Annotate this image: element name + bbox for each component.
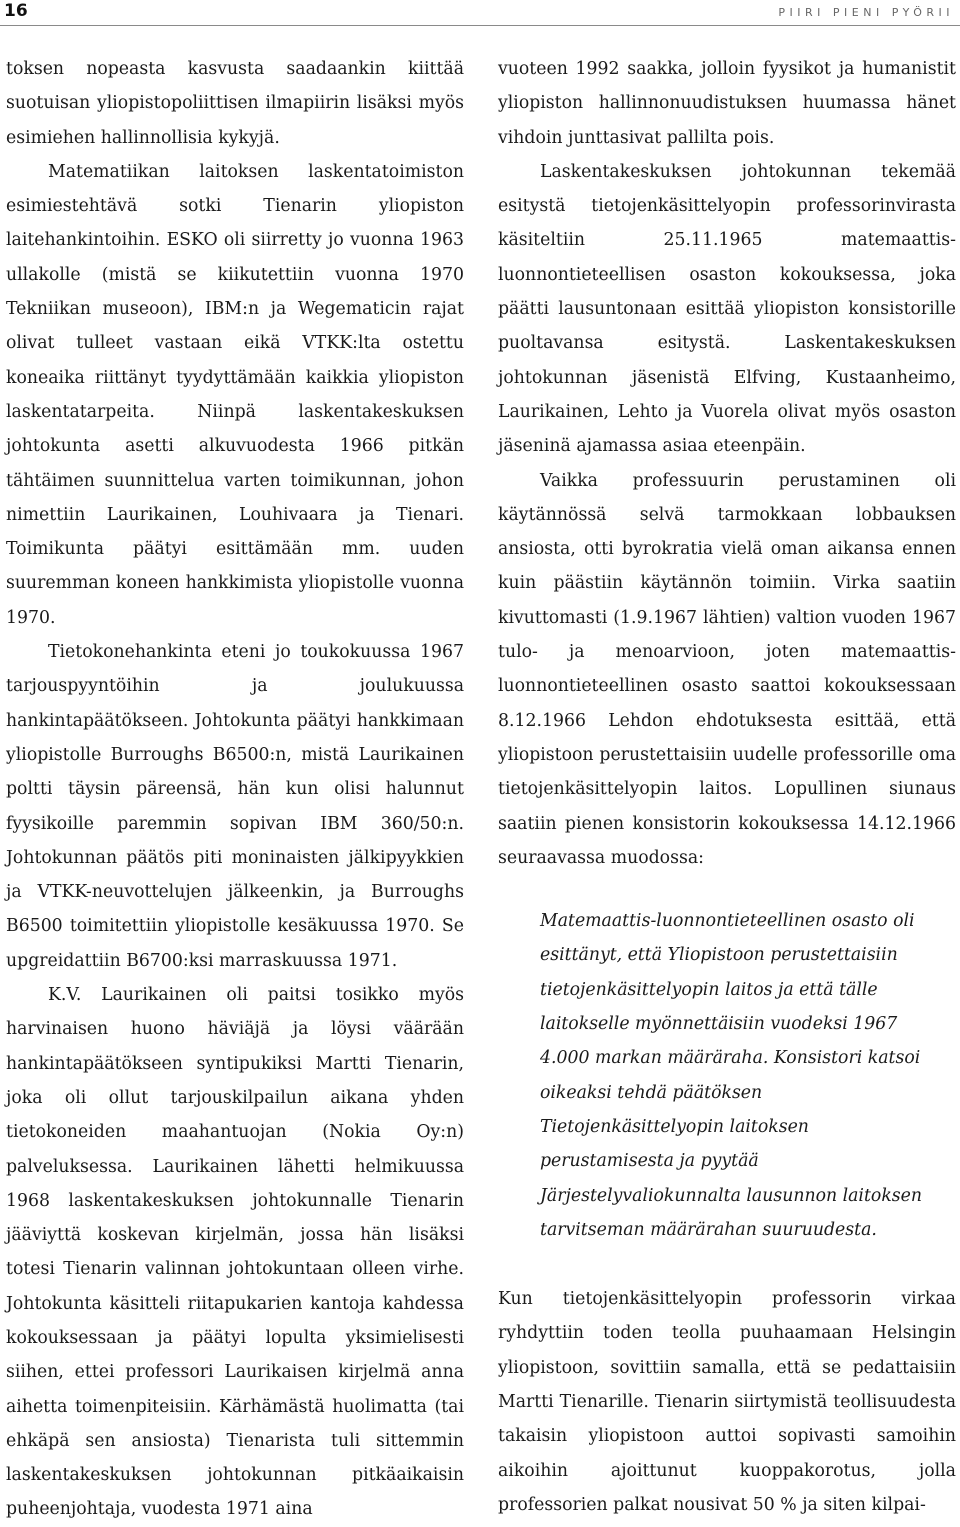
body-paragraph: Vaikka professuurin perustaminen oli käytännössä selvä tarmokkaan lobbauksen ansiosta, otti byrokratia vielä oman aikansa ennen kuin päästiin käytännön toimiin. Virka saatiin kivuttomasti (1.9.1967 lähtien) valtion vuoden 1967 tulo- ja menoarvioon, joten matemaattis-luonnontieteellinen osasto saattoi kokouksessaan 8.12.1966 Lehdon ehdotuksesta esittää, että yliopistoon perustettaisiin uudelle professorille oma tietojenkäsittelyopin laitos. Lopullinen siunaus saatiin pienen konsistorin kokouksessa 14.12.1966 seuraavassa muodossa: bbox=[498, 470, 956, 868]
body-paragraph: Tietokonehankinta eteni jo toukokuussa 1967 tarjouspyyntöihin ja joulukuussa hankintapäätökseen. Johtokunta päätyi hankkimaan yliopistolle Burroughs B6500:n, mistä Laurikainen poltti täysin päreensä, hän kun olisi halunnut fyysikoille paremmin sopivan IBM 360/50:n. Johtokunnan päätös piti moninaisten jälkipyykkien ja VTKK-neuvottelujen jälkeenkin, ja Burroughs B6500 toimitettiin yliopistolle kesäkuussa 1970. Se upgreidattiin B6700:ksi marraskuussa 1971. bbox=[6, 642, 464, 971]
left-column bbox=[6, 52, 464, 1527]
page-header bbox=[0, 0, 960, 40]
page-number: 16 bbox=[4, 1, 28, 21]
body-paragraph: Kun tietojenkäsittelyopin professorin virkaa ryhdyttiin toden teolla puuhaamaan Helsingin yliopistoon, sovittiin samalla, että se pedattaisiin Martti Tienarille. Tienarin siirtymistä teollisuudesta takaisin yliopistoon auttoi sopivasti samoihin aikoihin ajoittunut kuoppakorotus, jolla professorien palkat nousivat 50 % ja siten kilpai- bbox=[498, 1289, 956, 1515]
body-paragraph: K.V. Laurikainen oli paitsi tosikko myös harvinaisen huono häviäjä ja löysi väärään hankintapäätökseen syntipukiksi Martti Tienarin, joka oli ollut tarjouskilpailun aikana yhden tietokoneiden maahantuojan (Nokia Oy:n) palveluksessa. Laurikainen lähetti helmikuussa 1968 laskentakeskuksen johtokunnalle Tienarin jääviyttä koskevan kirjelmän, jossa hän lisäksi totesi Tienarin valinnan johtokuntaan olleen virhe. Johtokunta käsitteli riitapukarien kantoja kahdessa kokouksessaan ja päätyi lopulta yksimielisesti siihen, ettei professori Laurikaisen kirjelmä anna aihetta toimenpiteisiin. Kärhämästä huolimatta (tai ehkäpä sen ansiosta) Tienarista tuli sittemmin laskentakeskuksen johtokunnan pitkäaikaisin puheenjohtaja, vuodesta 1971 aina bbox=[6, 985, 464, 1520]
body-paragraph: Laskentakeskuksen johtokunnan tekemää esitystä tietojenkäsittelyopin professorinvirasta käsiteltiin 25.11.1965 matemaattis-luonnontieteellisen osaston kokouksessa, joka päätti lausuntonaan esittää yliopiston konsistorille puoltavansa esitystä. Laskentakeskuksen johtokunnan jäsenistä Elfving, Kustaanheimo, Laurikainen, Lehto ja Vuorela olivat myös osaston jäseninä ajamassa asiaa eteenpäin. bbox=[498, 161, 956, 457]
running-head: PIIRI PIENI PYÖRII bbox=[778, 6, 954, 19]
quote-text: Matemaattis-luonnontieteellinen osasto oli esittänyt, että Yliopistoon perustettaisiin tietojenkäsittelyopin laitos ja että tälle laitokselle myönnettäisiin vuodeksi 1967 4.000 markan määräraha. Konsistori katsoi oikeaksi tehdä päätöksen Tietojenkäsittelyopin laitoksen perustamisesta ja pyytää Järjestelyvaliokunnalta lausunnon laitoksen tarvitseman määrärahan suuruudesta. bbox=[540, 911, 923, 1240]
body-paragraph: toksen nopeasta kasvusta saadaankin kiittää suotuisan yliopistopoliittisen ilmapiirin lisäksi myös esimiehen hallinnollisia kykyjä. bbox=[6, 59, 464, 148]
block-quote bbox=[540, 904, 940, 1247]
body-paragraph: Matematiikan laitoksen laskentatoimiston esimiestehtävä sotki Tienarin yliopiston laitehankintoihin. ESKO oli siirretty jo vuonna 1963 ullakolle (mistä se kiikutettiin vuonna 1970 Tekniikan museoon), IBM:n ja Wegematicin rajat olivat tulleet vastaan eikä VTKK:lta ostettu koneaika riittänyt tyydyttämään kaikkia yliopiston laskentatarpeita. Niinpä laskentakeskuksen johtokunta asetti alkuvuodesta 1966 pitkän tähtäimen suunnittelua varten toimikunnan, johon nimettiin Laurikainen, Louhivaara ja Tienari. Toimikunta päätyi esittämään mm. uuden suuremman koneen hankkimista yliopistolle vuonna 1970. bbox=[6, 161, 464, 628]
body-paragraph: vuoteen 1992 saakka, jolloin fyysikot ja humanistit yliopiston hallinnonuudistuksen huumassa hänet vihdoin junttasivat pallilta pois. bbox=[498, 59, 956, 148]
right-column bbox=[498, 52, 956, 1522]
header-rule bbox=[0, 25, 960, 26]
